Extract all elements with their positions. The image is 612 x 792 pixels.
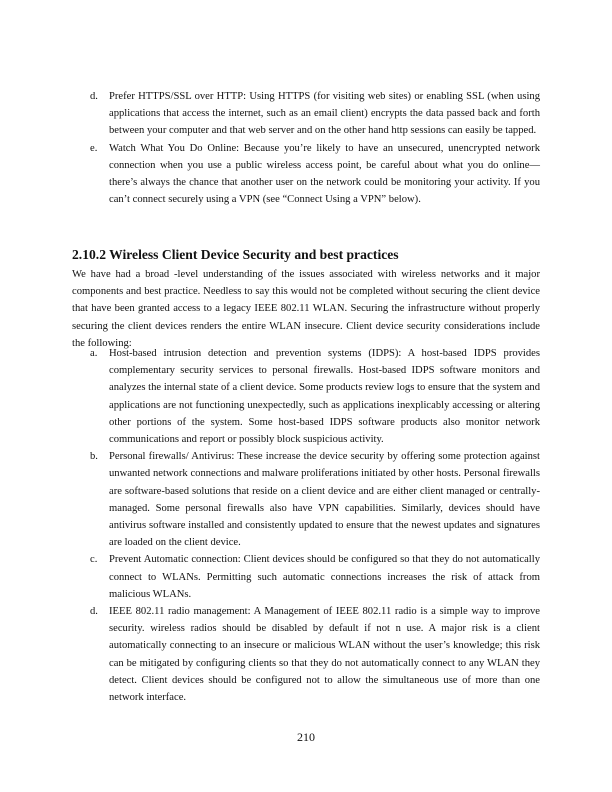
list-marker: b. <box>90 451 98 463</box>
list-marker: d. <box>90 606 98 618</box>
list-item <box>72 448 540 551</box>
list-item-text: Host-based intrusion detection and prevention systems (IDPS): A host-based IDPS provides complementary security services to personal firewalls. Host-based IDPS software monitors and analyzes the internal state of a client device. Some products review logs to ensure that the system and applications are not functioning unexpectedly, such as applications inexplicably accessing or altering other portions of the system. Some host-based IDPS software products also monitor network communications and report or possibly block suspicious activity. <box>109 348 540 446</box>
list-marker: a. <box>90 348 98 359</box>
list-item <box>72 140 540 209</box>
section-intro-paragraph: We have had a broad -level understanding of the issues associated with wireless networks and it major components and best practice. Needless to say this would not be completed without securing the client device that have been granted access to a legacy IEEE 802.11 WLAN. Securing the infrastructure without properly securing the client devices renders the entire WLAN insecure. Client device security considerations include the following: <box>72 269 540 349</box>
list-item-text: IEEE 802.11 radio management: A Management of IEEE 802.11 radio is a simple way to improve security. wireless radios should be disabled by default if not n use. A major risk is a client automatically connecting to an insecure or malicious WLAN without the user’s knowledge; this risk can be mitigated by configuring clients so that they do not automatically connect to any WLAN they detect. Client devices should be configured not to allow the simultaneous use of more than one network interface. <box>109 606 540 704</box>
list-item <box>72 88 540 140</box>
page-number: 210 <box>297 730 315 744</box>
list-item <box>72 345 540 448</box>
list-item-text: Prefer HTTPS/SSL over HTTP: Using HTTPS (for visiting web sites) or enabling SSL (when using applications that access the internet, such as an email client) encrypts the data passed back and forth between your computer and that web server and on the other hand http sessions can easily be tapped. <box>109 91 540 137</box>
considerations-list <box>72 345 540 706</box>
list-item-text: Prevent Automatic connection: Client devices should be configured so that they do not automatically connect to WLANs. Permitting such automatic connections increases the risk of attack from malicious WLANs. <box>109 554 540 600</box>
list-marker: d. <box>90 91 98 102</box>
list-item <box>72 551 540 603</box>
top-list <box>72 88 540 208</box>
list-item-text: Personal firewalls/ Antivirus: These increase the device security by offering some protection against unwanted network connections and malware proliferations initiated by other hosts. Personal firewalls are software-based solutions that reside on a client device and are either client managed or centrally-managed. Some personal firewalls also have VPN capabilities. Similarly, devices should have antivirus software installed and consistently updated to ensure that the newest updates and signatures are loaded on the client device. <box>109 451 540 549</box>
list-marker: c. <box>90 554 98 566</box>
list-item <box>72 603 540 706</box>
section-heading: 2.10.2 Wireless Client Device Security and best practices <box>72 247 399 262</box>
list-marker: e. <box>90 142 98 154</box>
list-item-text: Watch What You Do Online: Because you’re likely to have an unsecured, unencrypted network connection when you use a public wireless access point, be careful about what you do online—there’s always the chance that another user on the network could be monitoring your activity. If you can’t connect securely using a VPN (see “Connect Using a VPN” below). <box>109 142 540 206</box>
